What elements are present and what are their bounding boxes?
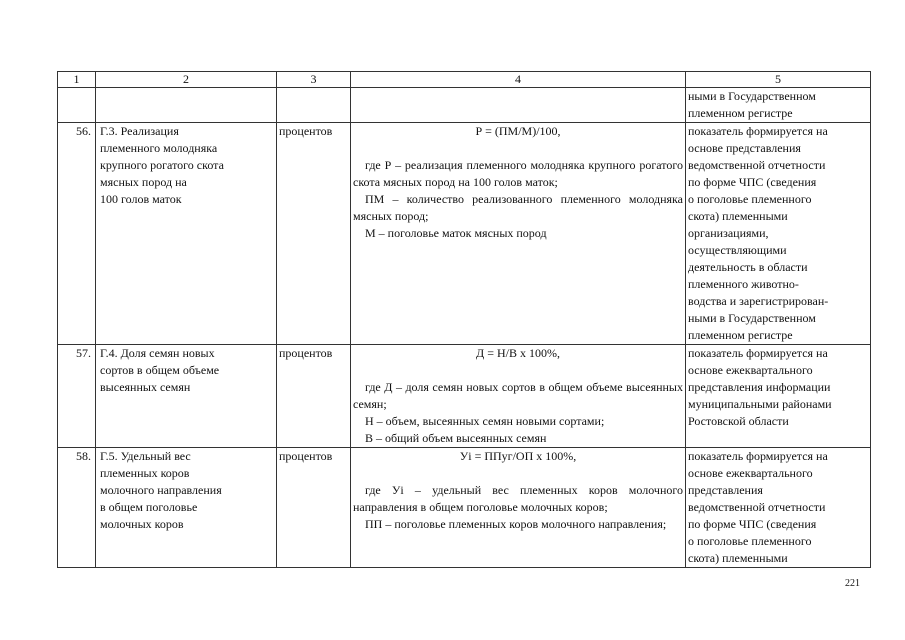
formula-desc: ПМ – количество реализованного племенного молодняка мясных пород; <box>353 192 683 223</box>
source-line: по форме ЧПС (сведения <box>688 517 817 531</box>
name-line: молочного направления <box>100 483 222 497</box>
indicator-name <box>96 345 277 448</box>
source-line: ведомственной отчетности <box>688 158 826 172</box>
name-line: племенных коров <box>100 466 190 480</box>
indicator-name <box>96 448 277 568</box>
source-line: водства и зарегистрирован- <box>688 294 829 308</box>
formula-desc: В – общий объем высеянных семян <box>365 431 547 445</box>
source-line: муниципальными районами <box>688 397 832 411</box>
source-line: представления <box>688 483 763 497</box>
indicator-name <box>96 123 277 345</box>
formula-desc: Н – объем, высеянных семян новыми сортами; <box>365 414 605 428</box>
formula: Уi = ППуг/ОП х 100%, <box>459 449 577 463</box>
formula: Р = (ПМ/М)/100, <box>475 124 561 138</box>
table-row <box>58 448 871 568</box>
name-line: Г.5. Удельный вес <box>100 449 191 463</box>
source-line: Ростовской области <box>688 414 789 428</box>
source-line: основе ежеквартального <box>688 466 813 480</box>
table-row <box>58 123 871 345</box>
name-line: мясных пород на <box>100 175 187 189</box>
name-line: Г.3. Реализация <box>100 124 179 138</box>
source-line: основе ежеквартального <box>688 363 813 377</box>
formula-cell <box>351 123 686 345</box>
source-line: показатель формируется на <box>688 124 828 138</box>
source-line: ными в Государственном <box>688 89 816 103</box>
source-line: о поголовье племенного <box>688 192 812 206</box>
num-cell <box>58 88 96 123</box>
source-line: племенном регистре <box>688 106 793 120</box>
source-line: основе представления <box>688 141 801 155</box>
row-number: 56. <box>58 123 96 345</box>
unit: процентов <box>277 123 351 345</box>
indicator-table <box>57 71 871 568</box>
source-line: представления информации <box>688 380 831 394</box>
name-line: 100 голов маток <box>100 192 182 206</box>
source-line: ными в Государственном <box>688 311 816 325</box>
name-cell <box>96 88 277 123</box>
source-line: ведомственной отчетности <box>688 500 826 514</box>
name-line: сортов в общем объеме <box>100 363 220 377</box>
formula-cell <box>351 448 686 568</box>
formula-cell <box>351 345 686 448</box>
header-cell: 5 <box>686 72 871 88</box>
source-line: осуществляющими <box>688 243 787 257</box>
header-cell: 2 <box>96 72 277 88</box>
unit: процентов <box>277 345 351 448</box>
page-number: 221 <box>845 578 860 589</box>
unit: процентов <box>277 448 351 568</box>
source-cell <box>686 448 871 568</box>
source-line: скота) племенными <box>688 209 788 223</box>
name-line: Г.4. Доля семян новых <box>100 346 215 360</box>
source-line: организациями, <box>688 226 769 240</box>
formula-desc: где Р – реализация племенного молодняка крупного рогатого скота мясных пород на 100 голов маток; <box>353 158 683 189</box>
header-row <box>58 72 871 88</box>
formula-desc: ПП – поголовье племенных коров молочного направления; <box>365 517 667 531</box>
source-line: скота) племенными <box>688 551 788 565</box>
formula-desc: где Д – доля семян новых сортов в общем объеме высеянных семян; <box>353 380 683 411</box>
row-number: 57. <box>58 345 96 448</box>
source-line: племенном регистре <box>688 328 793 342</box>
name-line: в общем поголовье <box>100 500 198 514</box>
header-cell: 4 <box>351 72 686 88</box>
source-line: показатель формируется на <box>688 346 828 360</box>
table-row <box>58 345 871 448</box>
source-line: по форме ЧПС (сведения <box>688 175 817 189</box>
source-line: племенного животно- <box>688 277 799 291</box>
formula-desc: где Уi – удельный вес племенных коров молочного направления в общем поголовье молочных коров; <box>353 483 683 514</box>
formula: Д = Н/В х 100%, <box>476 346 560 360</box>
formula-cell <box>351 88 686 123</box>
name-line: крупного рогатого скота <box>100 158 224 172</box>
source-cell <box>686 345 871 448</box>
name-line: высеянных семян <box>100 380 191 394</box>
header-cell: 3 <box>277 72 351 88</box>
continuation-row <box>58 88 871 123</box>
source-line: показатель формируется на <box>688 449 828 463</box>
source-line: деятельность в области <box>688 260 808 274</box>
row-number: 58. <box>58 448 96 568</box>
unit-cell <box>277 88 351 123</box>
source-cell <box>686 88 871 123</box>
header-cell: 1 <box>58 72 96 88</box>
formula-desc: М – поголовье маток мясных пород <box>365 226 547 240</box>
source-line: о поголовье племенного <box>688 534 812 548</box>
source-cell <box>686 123 871 345</box>
name-line: племенного молодняка <box>100 141 218 155</box>
name-line: молочных коров <box>100 517 184 531</box>
